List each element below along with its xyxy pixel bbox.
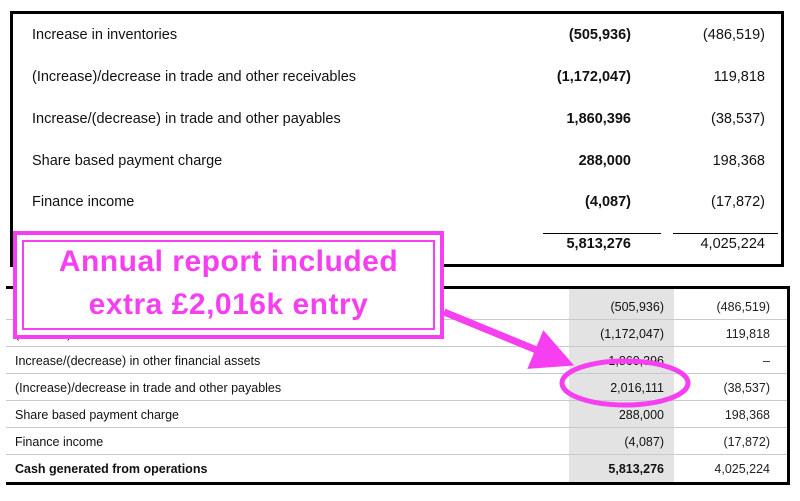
- row-label: Increase in inventories: [32, 27, 178, 43]
- prior-value: (486,519): [716, 300, 770, 314]
- total-divider: [543, 233, 661, 234]
- annotation-line-1: Annual report included: [58, 245, 399, 278]
- table-row: [13, 153, 781, 173]
- prior-value: (486,519): [702, 27, 765, 43]
- current-value: (1,172,047): [556, 69, 631, 85]
- top-cash-flow-table: [10, 11, 784, 267]
- annotation-callout: [13, 231, 444, 339]
- total-current-value: 5,813,276: [566, 236, 631, 252]
- table-row: [13, 194, 781, 214]
- table-row: [6, 401, 787, 428]
- total-prior-value: 4,025,224: [700, 236, 765, 252]
- current-value: 1,860,396: [566, 111, 631, 127]
- prior-value: –: [763, 354, 770, 368]
- row-label: (Increase)/decrease in trade and other payables: [15, 381, 282, 395]
- row-label: Increase/(decrease) in other financial assets: [15, 354, 261, 368]
- table-row: [13, 69, 781, 89]
- row-label: Share based payment charge: [32, 153, 223, 169]
- total-divider: [673, 233, 778, 234]
- row-label: (Increase)/decrease in trade and other receivables: [32, 69, 357, 85]
- row-label: Cash generated from operations: [15, 462, 208, 476]
- current-value: (505,936): [568, 27, 631, 43]
- prior-value: 198,368: [724, 408, 770, 422]
- prior-value: (38,537): [710, 111, 765, 127]
- prior-value: 119,818: [713, 69, 765, 85]
- prior-value: (17,872): [723, 435, 770, 449]
- current-value: (4,087): [585, 194, 631, 210]
- row-label: Share based payment charge: [15, 408, 179, 422]
- prior-value: 198,368: [712, 153, 765, 169]
- current-value: 2,016,111: [610, 381, 664, 395]
- row-label: Finance income: [15, 435, 104, 449]
- prior-value: 119,818: [725, 327, 770, 341]
- current-value: (4,087): [624, 435, 664, 449]
- current-value: (1,172,047): [600, 327, 664, 341]
- current-value: (505,936): [610, 300, 664, 314]
- current-value: 288,000: [618, 408, 664, 422]
- annotation-line-2: extra £2,016k entry: [88, 288, 369, 321]
- prior-value: 4,025,224: [714, 462, 770, 476]
- prior-value: (17,872): [710, 194, 765, 210]
- row-label: Finance income: [32, 194, 135, 210]
- table-row-total: [6, 455, 787, 481]
- table-row: [13, 111, 781, 131]
- current-value: 288,000: [578, 153, 631, 169]
- prior-value: (38,537): [723, 381, 770, 395]
- row-label: Increase/(decrease) in trade and other payables: [32, 111, 341, 127]
- table-row: [6, 374, 787, 401]
- table-row: [13, 27, 781, 47]
- table-row: [6, 428, 787, 455]
- current-value: 1,860,396: [608, 354, 664, 368]
- table-row: [6, 347, 787, 374]
- current-value: 5,813,276: [608, 462, 664, 476]
